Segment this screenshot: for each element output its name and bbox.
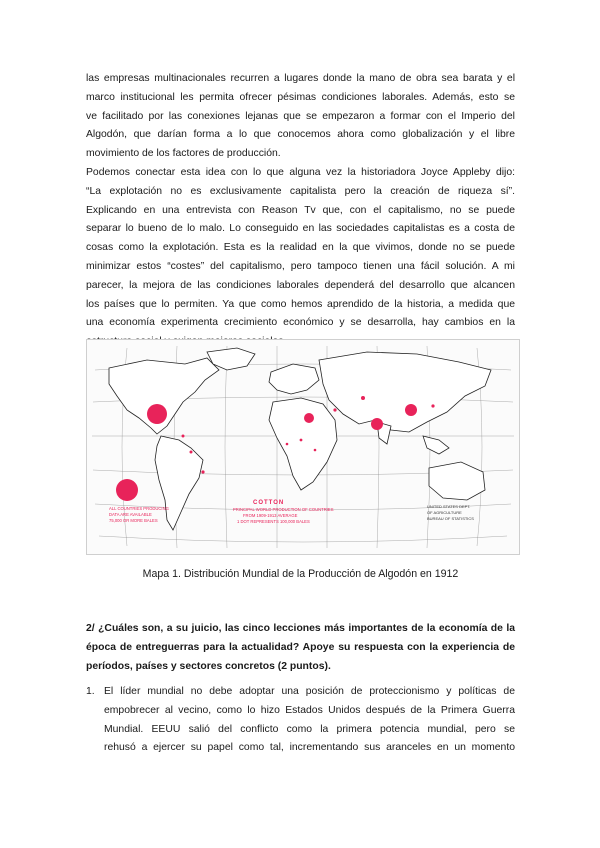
dot-sudan <box>300 439 303 442</box>
dot-nigeria <box>286 443 289 446</box>
legend-line: ALL COUNTRIES PRODUCING <box>109 506 169 511</box>
text-line: separar lo bueno de lo malo. Lo conseguido en las sociedades capitalistas es a costa de <box>86 223 515 235</box>
dot-egypt <box>304 413 314 423</box>
credit-line: UNITED STATES DEPT. <box>427 504 471 509</box>
dot-legend-sample <box>116 479 138 501</box>
text-line: rehusó a ejercer su papel como tal, incrementando sus aranceles en un momento <box>104 742 515 754</box>
map-legend <box>109 506 169 523</box>
dot-china <box>405 404 417 416</box>
text-line: ve facilitado por las conexiones lejanas que se empezaron a formar con el Imperio del <box>86 110 515 122</box>
text-line: El líder mundial no debe adoptar una posición de proteccionismo y políticas de <box>104 686 515 697</box>
dot-brazil <box>201 470 204 473</box>
text-line: Explicando en una entrevista con Reason Tv que, con el capitalismo, no se puede <box>86 204 515 216</box>
text-line: 2/ ¿Cuáles son, a su juicio, las cinco lecciones más importantes de la economía de la <box>86 623 515 634</box>
map-title-block <box>233 500 334 524</box>
dot-turkestan <box>361 396 365 400</box>
dot-peru <box>190 451 193 454</box>
paragraph-globalization <box>86 70 515 164</box>
paragraph-appleby <box>86 164 515 352</box>
text-line: “La explotación no es exclusivamente capitalista pero la creación de riqueza sí”. <box>86 185 515 197</box>
legend-line: DATA ARE AVAILABLE <box>109 512 152 517</box>
dot-united-states <box>147 404 167 424</box>
text-line: cosas como la explotación. Esta es la realidad en la que vivimos, donde no se puede <box>86 242 515 254</box>
question-heading <box>86 620 515 676</box>
list-number: 1. <box>86 686 95 697</box>
dot-korea <box>431 404 434 407</box>
text-line: una economía experimenta crecimiento económico y se desarrolla, hay cambios en la <box>86 317 515 329</box>
map-subtitle: FROM 1909-1913 AVERAGE <box>243 513 298 518</box>
map-subtitle: PRINCIPAL WORLD PRODUCTION OF COUNTRIES <box>233 507 334 512</box>
text-line: movimiento de los factores de producción. <box>86 148 281 160</box>
text-line: marco institucional les permita ofrecer pésimas condiciones laborales. Además, esto se <box>86 91 515 103</box>
text-line: parecer, la mejora de las condiciones laborales dependerá del desarrollo que alcancen <box>86 279 515 291</box>
text-line: minimizar estos “costes” del capitalismo, pero tampoco tienen una fácil solución. A mi <box>86 260 515 272</box>
text-line: época de entreguerras para la actualidad? Apoye su respuesta con la experiencia de <box>86 641 515 653</box>
map-graphic <box>87 340 519 554</box>
text-line: períodos, países y sectores concretos (2 puntos). <box>86 660 331 672</box>
legend-line: 75,000 OR MORE BALES <box>109 518 158 523</box>
credit-line: OF AGRICULTURE <box>427 510 462 515</box>
list-item <box>104 683 515 758</box>
text-line: Mundial. EEUU salió del conflicto como la primera potencia mundial, pero se <box>104 723 515 735</box>
text-line: Algodón, que darían forma a lo que conocemos ahora como globalización y el libre <box>86 129 515 141</box>
text-line: Podemos conectar esta idea con lo que alguna vez la historiadora Joyce Appleby dijo: <box>86 167 515 178</box>
cotton-world-map <box>86 339 520 555</box>
dot-india <box>371 418 383 430</box>
credit-line: BUREAU OF STATISTICS <box>427 516 474 521</box>
dot-mexico <box>182 435 185 438</box>
dot-east-africa <box>314 449 317 452</box>
map-title: COTTON <box>253 500 285 506</box>
map-caption: Mapa 1. Distribución Mundial de la Producción de Algodón en 1912 <box>142 568 459 580</box>
text-line: las empresas multinacionales recurren a lugares donde la mano de obra sea barata y el <box>86 73 515 84</box>
map-landmasses <box>109 348 491 530</box>
map-subtitle: 1 DOT REPRESENTS 100,000 BALES <box>237 519 310 524</box>
text-line: empobrecer al vecino, como lo hizo Estados Unidos después de la Primera Guerra <box>104 704 515 716</box>
text-line: los países que lo permiten. Ya que como hemos aprendido de la historia, a medida que <box>86 298 515 310</box>
map-credit <box>427 504 474 521</box>
dot-persia <box>333 408 336 411</box>
